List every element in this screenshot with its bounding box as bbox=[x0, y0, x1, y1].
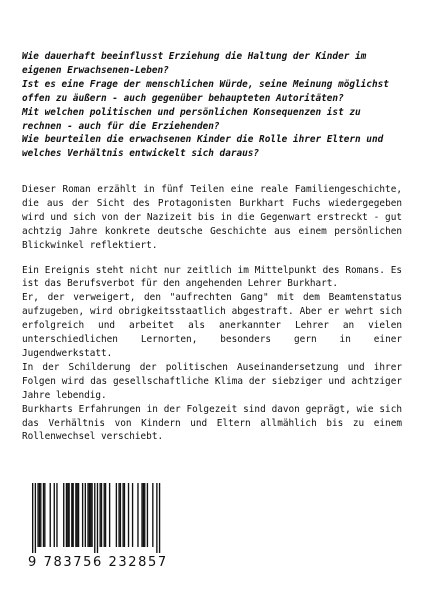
barcode-guard-bar bbox=[94, 483, 95, 553]
isbn-number: 9 783756 232857 bbox=[28, 555, 168, 570]
paragraph-intro: Dieser Roman erzählt in fünf Teilen eine reale Familiengeschichte, die aus der Sicht des Protagonisten Burkhart Fuchs wiedergegeben wird und sich von der Nazizeit bis in die Gegenwart erstreckt - gut achtzig Jahre konkrete deutsche Geschichte aus einem persönlichen Blickwinkel reflektiert. bbox=[22, 184, 402, 251]
barcode-bar bbox=[128, 483, 129, 547]
barcode-bar bbox=[54, 483, 55, 547]
barcode-bar bbox=[91, 483, 92, 547]
barcode-guard-bar bbox=[97, 483, 98, 553]
barcode-bar bbox=[50, 483, 51, 547]
paragraph-event: Ein Ereignis steht nicht nur zeitlich im Mittelpunkt des Romans. Es ist das Berufsverbot für den angehenden Lehrer Burkhart. bbox=[22, 264, 402, 290]
barcode-bar bbox=[44, 483, 45, 547]
barcode-bar bbox=[66, 483, 67, 547]
barcode-bars bbox=[22, 483, 162, 553]
barcode-bar bbox=[120, 483, 121, 547]
question-1: Wie dauerhaft beeinflusst Erziehung die Haltung der Kinder im eigenen Erwachsenen-Leben? bbox=[22, 51, 367, 76]
barcode-bar bbox=[137, 483, 138, 547]
barcode-bar bbox=[147, 483, 148, 547]
barcode-bar bbox=[109, 483, 110, 547]
barcode-bar bbox=[143, 483, 144, 547]
barcode-bar bbox=[104, 483, 105, 547]
barcode-bar bbox=[118, 483, 119, 547]
barcode-bar bbox=[87, 483, 88, 547]
barcode-bar bbox=[67, 483, 68, 547]
barcode-bar bbox=[77, 483, 78, 547]
barcode-bar bbox=[73, 483, 74, 547]
barcode-bar bbox=[71, 483, 72, 547]
barcode-bar bbox=[82, 483, 83, 547]
barcode-bar bbox=[90, 483, 91, 547]
barcode-bar bbox=[63, 483, 64, 547]
barcode-guard-bar bbox=[35, 483, 36, 553]
barcode-bar bbox=[101, 483, 102, 547]
barcode-bar bbox=[141, 483, 142, 547]
barcode-bar bbox=[132, 483, 133, 547]
barcode-bar bbox=[75, 483, 76, 547]
isbn-barcode bbox=[22, 483, 162, 599]
barcode-bar bbox=[43, 483, 44, 547]
barcode-bar bbox=[37, 483, 38, 547]
question-2: Ist es eine Frage der menschlichen Würde, seine Meinung möglichst offen zu äußern - auch gegenüber behaupteten Autoritäten? bbox=[22, 78, 389, 104]
barcode-guard-bar bbox=[156, 483, 157, 553]
barcode-bar bbox=[89, 483, 90, 547]
blurb-text bbox=[22, 183, 402, 444]
barcode-bar bbox=[56, 483, 57, 547]
barcode-bar bbox=[78, 483, 79, 547]
barcode-bar bbox=[105, 483, 106, 547]
barcode-bar bbox=[124, 483, 125, 547]
barcode-bar bbox=[40, 483, 41, 547]
barcode-bar bbox=[39, 483, 40, 547]
barcode-bar bbox=[144, 483, 145, 547]
question-3: Mit welchen politischen und persönlichen Konsequenzen ist zu rechnen - auch für die Erziehenden? bbox=[22, 106, 361, 132]
barcode-guard-bar bbox=[159, 483, 160, 553]
barcode-bar bbox=[100, 483, 101, 547]
barcode-bar bbox=[122, 483, 123, 547]
question-4: Wie beurteilen die erwachsenen Kinder die Rolle ihrer Eltern und welches Verhältnis entwickelt sich daraus? bbox=[22, 134, 384, 160]
question-block bbox=[22, 50, 402, 161]
paragraph-climate: In der Schilderung der politischen Auseinandersetzung und ihrer Folgen wird das gesellschaftliche Klima der siebziger und achtziger Jahre lebendig. bbox=[22, 361, 402, 401]
barcode-bar bbox=[68, 483, 69, 547]
paragraph-experience: Burkharts Erfahrungen in der Folgezeit sind davon geprägt, wie sich das Verhältnis von Kindern und Eltern allmählich bis zu einem Rollenwechsel verschiebt. bbox=[22, 403, 402, 443]
barcode-guard-bar bbox=[32, 483, 33, 553]
barcode-bar bbox=[152, 483, 153, 547]
barcode-bar bbox=[116, 483, 117, 547]
barcode-bar bbox=[85, 483, 86, 547]
paragraph-refusal: Er, der verweigert, den "aufrechten Gang" mit dem Beamtenstatus aufzugeben, wird obrigkeitsstaatlich abgestraft. Aber er wehrt sich erfolgreich und arbeitet als anerkannter Lehrer an vielen unterschiedlichen Lernorten, besonders gern in einer Jugendwerkstatt. bbox=[22, 292, 402, 359]
